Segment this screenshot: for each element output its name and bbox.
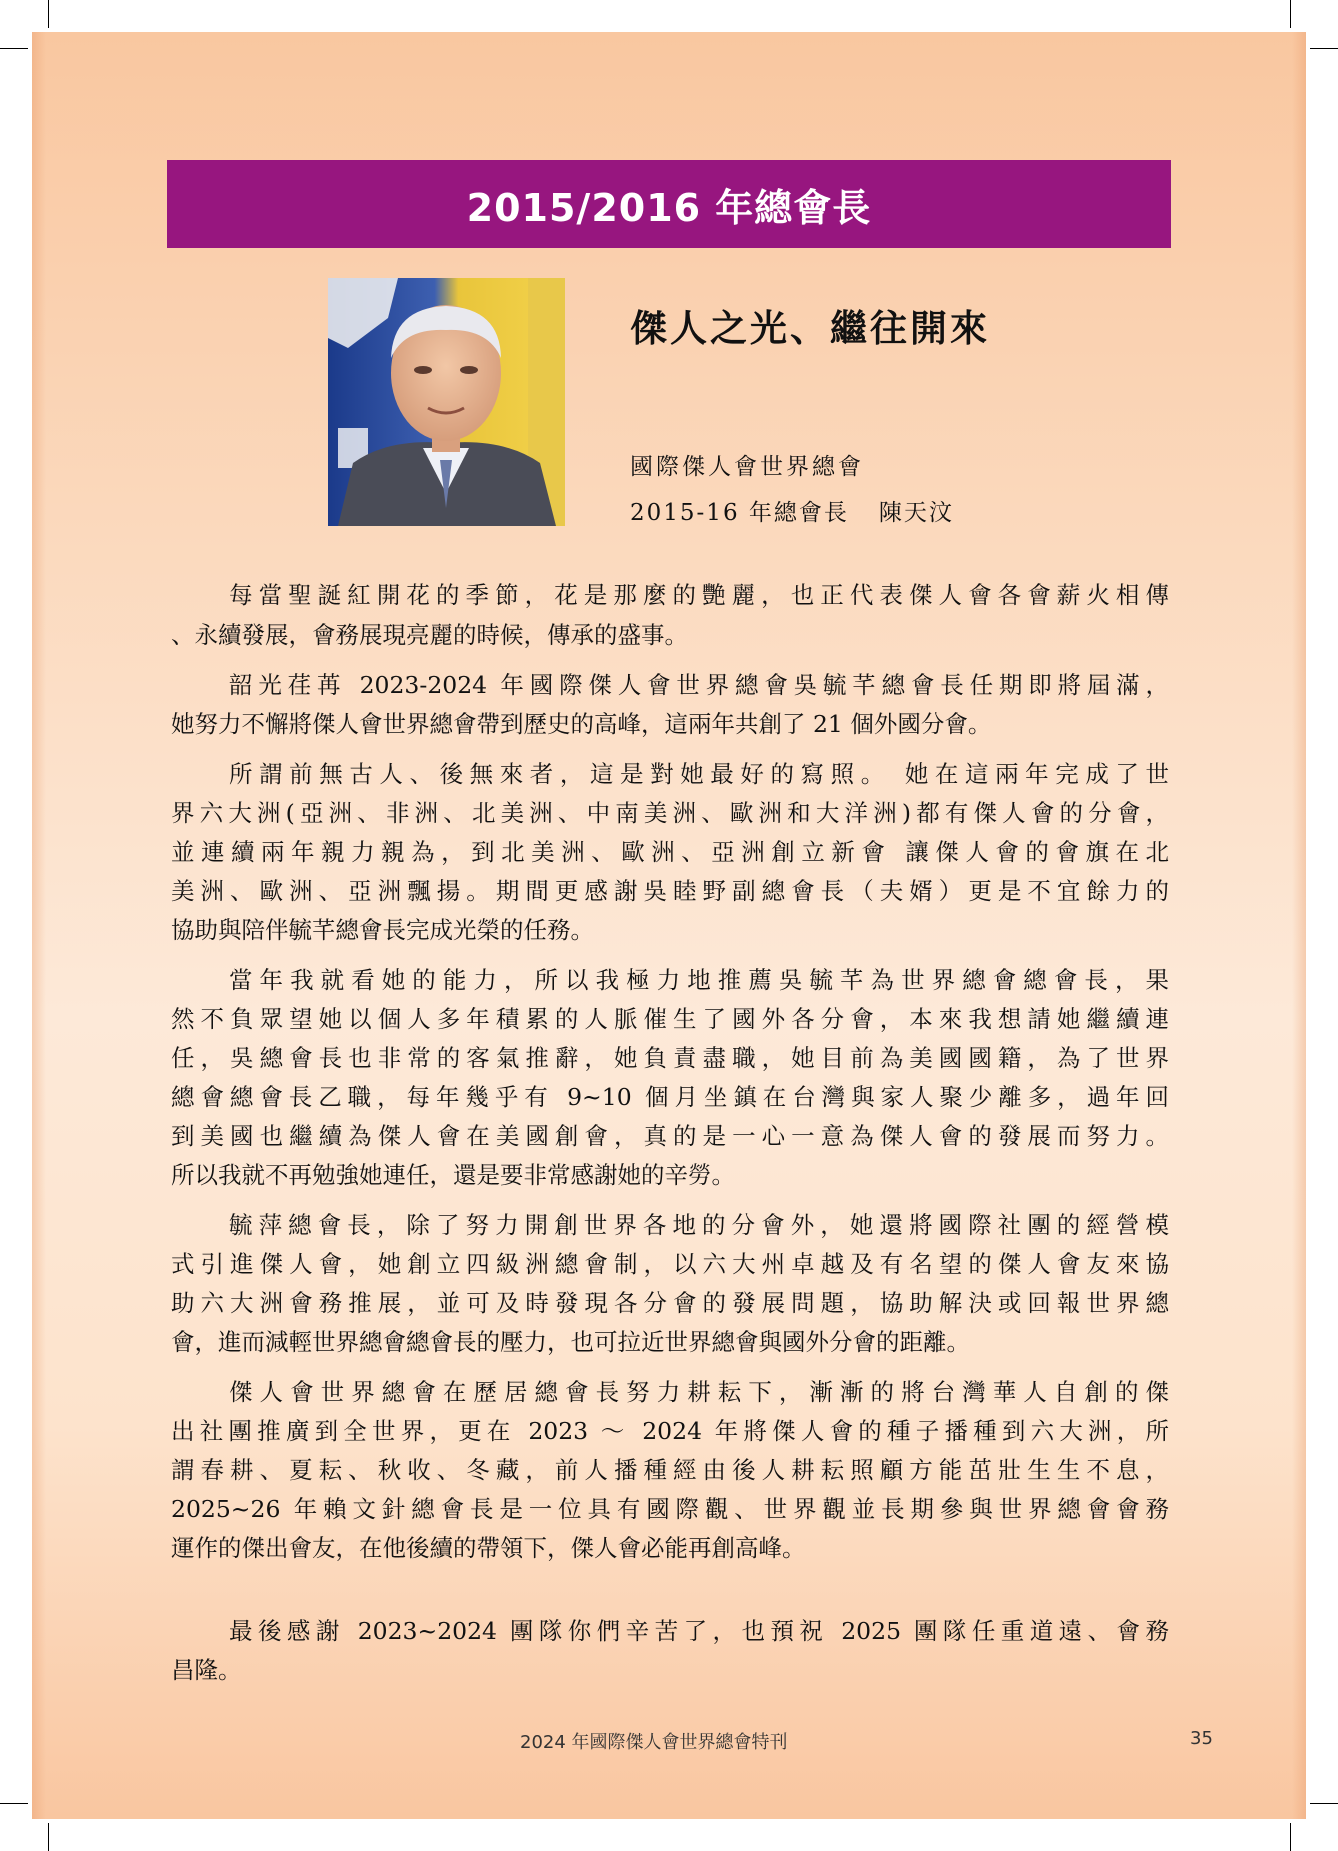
article-subtitle: 傑人之光、繼往開來 — [630, 306, 990, 350]
crop-mark-bottom-left-v — [48, 1823, 49, 1851]
body-line: 界六大洲(亞洲、非洲、北美洲、中南美洲、歐洲和大洋洲)都有傑人會的分會， — [171, 799, 1169, 827]
body-line: 出社團推廣到全世界，更在 2023 ～ 2024 年將傑人會的種子播種到六大洲，所 — [171, 1417, 1169, 1445]
body-line: 韶光荏苒 2023-2024 年國際傑人會世界總會吳毓芊總會長任期即將屆滿， — [229, 671, 1169, 699]
body-line: 到美國也繼續為傑人會在美國創會，真的是一心一意為傑人會的發展而努力。 — [171, 1122, 1169, 1150]
page-edge-left — [32, 32, 46, 1819]
page-footer: 2024 年國際傑人會世界總會特刊 — [520, 1732, 788, 1753]
author-organization: 國際傑人會世界總會 — [630, 454, 864, 480]
body-line: 運作的傑出會友，在他後續的帶領下，傑人會必能再創高峰。 — [171, 1534, 806, 1562]
author-role: 2015-16 年總會長 — [630, 500, 849, 526]
body-line: 昌隆。 — [171, 1656, 242, 1684]
body-line: 她努力不懈將傑人會世界總會帶到歷史的高峰，這兩年共創了 21 個外國分會。 — [171, 710, 992, 738]
body-line: 謂春耕、夏耘、秋收、冬藏，前人播種經由後人耕耘照顧方能茁壯生生不息， — [171, 1456, 1169, 1484]
crop-mark-top-left-h — [0, 48, 28, 49]
body-line: 並連續兩年親力親為，到北美洲、歐洲、亞洲創立新會 讓傑人會的會旗在北 — [171, 838, 1169, 866]
crop-mark-bottom-right-v — [1290, 1823, 1291, 1851]
page-number: 35 — [1190, 1728, 1213, 1749]
body-line: 最後感謝 2023~2024 團隊你們辛苦了，也預祝 2025 團隊任重道遠、會務 — [229, 1617, 1169, 1645]
body-line: 所謂前無古人、後無來者，這是對她最好的寫照。 她在這兩年完成了世 — [229, 760, 1169, 788]
portrait-photo — [328, 278, 565, 526]
page-edge-right — [1292, 32, 1306, 1819]
body-line: 總會總會長乙職，每年幾乎有 9~10 個月坐鎮在台灣與家人聚少離多，過年回 — [171, 1083, 1169, 1111]
body-line: 協助與陪伴毓芊總會長完成光榮的任務。 — [171, 916, 594, 944]
crop-mark-bottom-left-h — [0, 1803, 28, 1804]
body-line: 然不負眾望她以個人多年積累的人脈催生了國外各分會，本來我想請她繼續連 — [171, 1005, 1169, 1033]
body-line: 2025~26 年賴文針總會長是一位具有國際觀、世界觀並長期參與世界總會會務 — [171, 1495, 1169, 1523]
body-line: 毓萍總會長，除了努力開創世界各地的分會外，她還將國際社團的經營模 — [229, 1211, 1169, 1239]
banner-title: 2015/2016 年總會長 — [167, 160, 1171, 248]
body-line: 所以我就不再勉強她連任，還是要非常感謝她的辛勞。 — [171, 1161, 735, 1189]
author-role-line — [630, 494, 954, 527]
crop-mark-top-right-h — [1310, 48, 1338, 49]
crop-mark-bottom-right-h — [1310, 1803, 1338, 1804]
body-line: 助六大洲會務推展，並可及時發現各分會的發展問題，協助解決或回報世界總 — [171, 1289, 1169, 1317]
author-name: 陳天汶 — [878, 500, 954, 526]
crop-mark-top-left-v — [48, 0, 49, 28]
body-line: 式引進傑人會，她創立四級洲總會制，以六大州卓越及有名望的傑人會友來協 — [171, 1250, 1169, 1278]
body-line: 當年我就看她的能力，所以我極力地推薦吳毓芊為世界總會總會長，果 — [229, 966, 1169, 994]
body-line: 、永續發展，會務展現亮麗的時候，傳承的盛事。 — [171, 621, 688, 649]
body-line: 任，吳總會長也非常的客氣推辭，她負責盡職，她目前為美國國籍，為了世界 — [171, 1044, 1169, 1072]
crop-mark-top-right-v — [1290, 0, 1291, 28]
body-line: 傑人會世界總會在歷居總會長努力耕耘下，漸漸的將台灣華人自創的傑 — [229, 1378, 1169, 1406]
body-line: 每當聖誕紅開花的季節，花是那麼的艷麗，也正代表傑人會各會薪火相傳 — [229, 581, 1169, 609]
body-line: 美洲、歐洲、亞洲飄揚。期間更感謝吳睦野副總會長（夫婿）更是不宜餘力的 — [171, 877, 1169, 905]
body-line: 會，進而減輕世界總會總會長的壓力，也可拉近世界總會與國外分會的距離。 — [171, 1328, 970, 1356]
